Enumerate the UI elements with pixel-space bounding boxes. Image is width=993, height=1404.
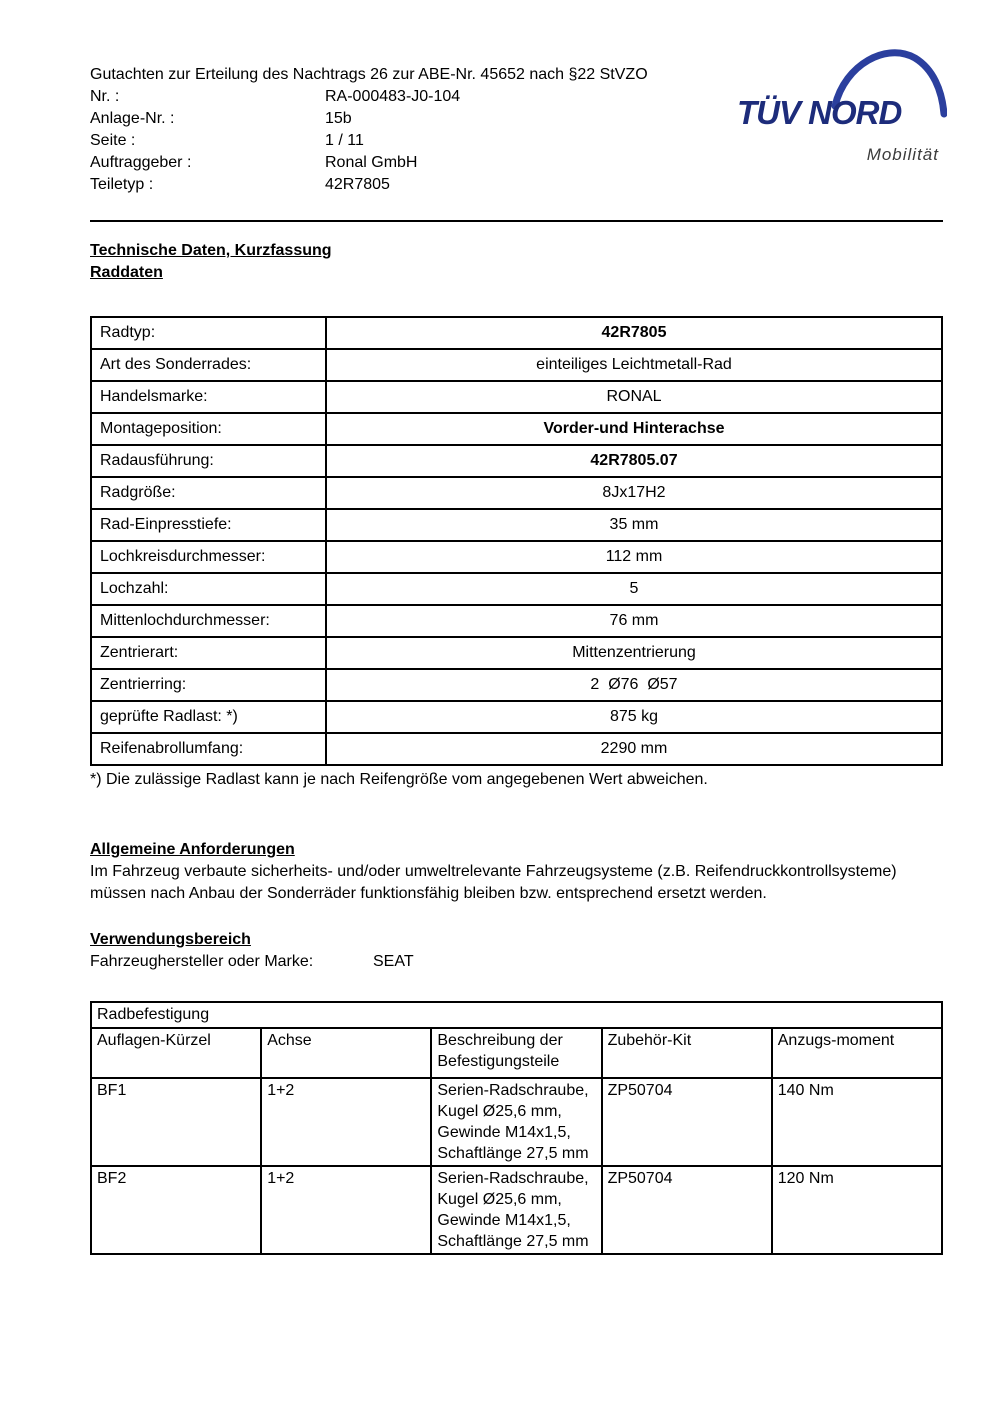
header-field-row [90, 130, 750, 152]
section-heading-verwendungsbereich: Verwendungsbereich [90, 931, 251, 948]
header-field-row [90, 108, 750, 130]
hersteller-line [90, 951, 943, 973]
cell-beschreibung: Serien-Radschraube, Kugel Ø25,6 mm, Gewinde M14x1,5, Schaftlänge 27,5 mm [431, 1166, 601, 1254]
hersteller-value: SEAT [373, 953, 414, 970]
table-row [91, 605, 942, 637]
raddaten-label: Art des Sonderrades: [91, 349, 326, 381]
raddaten-label: Radausführung: [91, 445, 326, 477]
field-label-auftraggeber: Auftraggeber : [90, 154, 192, 171]
column-header-anzugsmoment: Anzugs-moment [772, 1028, 942, 1078]
radbefestigung-header-row [91, 1028, 942, 1078]
table-row [91, 733, 942, 765]
raddaten-label: geprüfte Radlast: *) [91, 701, 326, 733]
column-header-zubehoer-kit: Zubehör-Kit [602, 1028, 772, 1078]
cell-beschreibung: Serien-Radschraube, Kugel Ø25,6 mm, Gewinde M14x1,5, Schaftlänge 27,5 mm [431, 1078, 601, 1166]
raddaten-value: 5 [326, 573, 942, 605]
section-heading-raddaten: Raddaten [90, 264, 163, 281]
table-row [91, 509, 942, 541]
header-field-row [90, 152, 750, 174]
section-heading-technische-daten: Technische Daten, Kurzfassung [90, 242, 332, 259]
cell-anzugsmoment: 140 Nm [772, 1078, 942, 1166]
radbefestigung-title-row [91, 1002, 942, 1028]
radlast-footnote: *) Die zulässige Radlast kann je nach Reifengröße vom angegebenen Wert abweichen. [90, 771, 708, 788]
cell-zubehoer-kit: ZP50704 [602, 1078, 772, 1166]
cell-kuerzel: BF2 [91, 1166, 261, 1254]
table-row [91, 413, 942, 445]
section-heading-anforderungen: Allgemeine Anforderungen [90, 841, 295, 858]
raddaten-value: 42R7805 [326, 317, 942, 349]
raddaten-value: einteiliges Leichtmetall-Rad [326, 349, 942, 381]
table-row [91, 701, 942, 733]
raddaten-label: Reifenabrollumfang: [91, 733, 326, 765]
tuev-nord-logo [737, 40, 947, 175]
hersteller-label: Fahrzeughersteller oder Marke: [90, 953, 314, 970]
raddaten-value: 42R7805.07 [326, 445, 942, 477]
table-row-bf2 [91, 1166, 942, 1254]
field-value-seite: 1 / 11 [325, 132, 364, 149]
tech-data-section [90, 240, 943, 284]
raddaten-label: Handelsmarke: [91, 381, 326, 413]
field-label-seite: Seite : [90, 132, 136, 149]
field-value-anlage: 15b [325, 110, 352, 127]
raddaten-label: Rad-Einpresstiefe: [91, 509, 326, 541]
table-row-bf1 [91, 1078, 942, 1166]
table-row [91, 349, 942, 381]
raddaten-label: Zentrierart: [91, 637, 326, 669]
cell-kuerzel: BF1 [91, 1078, 261, 1166]
table-row [91, 317, 942, 349]
raddaten-value: 112 mm [326, 541, 942, 573]
table-row [91, 637, 942, 669]
field-label-teiletyp: Teiletyp : [90, 176, 154, 193]
raddaten-value: 2 Ø76 Ø57 [326, 669, 942, 701]
anforderungen-text: Im Fahrzeug verbaute sicherheits- und/oder umweltrelevante Fahrzeugsysteme (z.B. Reifendruckkontrollsysteme) müssen nach Anbau der Sonderräder funktionsfähig bleiben bzw. entsprechend ersetzt werden. [90, 863, 897, 902]
field-label-anlage: Anlage-Nr. : [90, 110, 175, 127]
cell-anzugsmoment: 120 Nm [772, 1166, 942, 1254]
raddaten-label: Mittenlochdurchmesser: [91, 605, 326, 637]
header-field-row [90, 86, 750, 108]
raddaten-label: Lochzahl: [91, 573, 326, 605]
raddaten-value: Vorder-und Hinterachse [326, 413, 942, 445]
table-row [91, 573, 942, 605]
raddaten-label: Montageposition: [91, 413, 326, 445]
field-label-nr: Nr. : [90, 88, 120, 105]
raddaten-value: 875 kg [326, 701, 942, 733]
field-value-auftraggeber: Ronal GmbH [325, 154, 418, 171]
cell-zubehoer-kit: ZP50704 [602, 1166, 772, 1254]
raddaten-value: 76 mm [326, 605, 942, 637]
raddaten-value: RONAL [326, 381, 942, 413]
allgemeine-anforderungen-section [90, 839, 943, 905]
table-row [91, 445, 942, 477]
table-row [91, 381, 942, 413]
logo-brand-text: TÜV NORD [737, 94, 902, 131]
cell-achse: 1+2 [261, 1078, 431, 1166]
column-header-achse: Achse [261, 1028, 431, 1078]
document-header [90, 64, 750, 196]
header-field-row [90, 174, 750, 196]
raddaten-value: Mittenzentrierung [326, 637, 942, 669]
table-row [91, 669, 942, 701]
raddaten-label: Radgröße: [91, 477, 326, 509]
raddaten-label: Lochkreisdurchmesser: [91, 541, 326, 573]
table-row [91, 477, 942, 509]
field-value-nr: RA-000483-J0-104 [325, 88, 461, 105]
cell-achse: 1+2 [261, 1166, 431, 1254]
table-row [91, 541, 942, 573]
logo-tagline: Mobilität [866, 145, 939, 164]
raddaten-value: 35 mm [326, 509, 942, 541]
raddaten-value: 2290 mm [326, 733, 942, 765]
raddaten-label: Radtyp: [91, 317, 326, 349]
column-header-auflagen-kuerzel: Auflagen-Kürzel [91, 1028, 261, 1078]
raddaten-label: Zentrierring: [91, 669, 326, 701]
raddaten-table [90, 316, 943, 766]
column-header-beschreibung: Beschreibung der Befestigungsteile [431, 1028, 601, 1078]
raddaten-value: 8Jx17H2 [326, 477, 942, 509]
radbefestigung-table [90, 1001, 943, 1255]
field-value-teiletyp: 42R7805 [325, 176, 390, 193]
verwendungsbereich-section [90, 929, 943, 973]
header-divider [90, 220, 943, 222]
radbefestigung-title: Radbefestigung [91, 1002, 942, 1028]
document-title: Gutachten zur Erteilung des Nachtrags 26 zur ABE-Nr. 45652 nach §22 StVZO [90, 66, 648, 83]
